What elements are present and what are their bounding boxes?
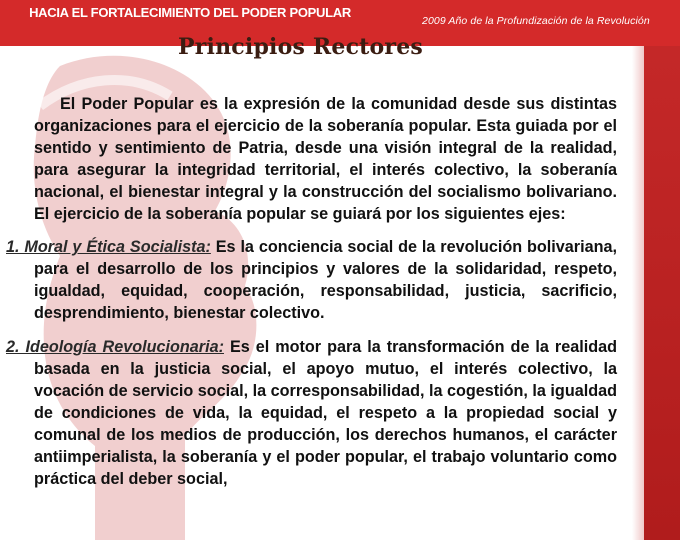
principle-text: Es el motor para la transformación de la realidad basada en la justicia social, el apoyo mutuo, el interés colectivo, la vocación de servicio social, la corresponsabilidad, la cogestión, la igualdad de condiciones de vida, la equidad, el respeto a la propiedad social y comunal de los medios de producción, los derechos humanos, el carácter antiimperialista, la soberanía y el poder popular, el trabajo voluntario como práctica del deber social, (34, 338, 617, 488)
year-motto: 2009 Año de la Profundización de la Revolución (422, 15, 650, 27)
document-body (6, 94, 617, 502)
page-title: Principios Rectores (178, 34, 423, 60)
intro-paragraph: El Poder Popular es la expresión de la comunidad desde sus distintas organizaciones para el ejercicio de la soberanía popular. Esta guiada por el sentido y sentimiento de Patria, desde una visión integral de la realidad, para asegurar la integridad territorial, el interés colectivo, la soberanía nacional, el bienestar integral y la construcción del socialismo bolivariano. El ejercicio de la soberanía popular se guiará por los siguientes ejes: (34, 95, 617, 223)
principle-heading: 1. Moral y Ética Socialista: (6, 238, 211, 257)
principle-heading: 2. Ideología Revolucionaria: (6, 338, 224, 357)
org-title: HACIA EL FORTALECIMIENTO DEL PODER POPULAR (29, 5, 351, 20)
principle-item-moral (6, 237, 617, 325)
principle-text: Es la conciencia social de la revolución bolivariana, para el desarrollo de los principios y valores de la solidaridad, respeto, igualdad, equidad, cooperación, responsabilidad, justicia, sacrificio, desprendimiento, bienestar colectivo. (34, 238, 617, 323)
side-stripe-highlight (632, 46, 644, 540)
principle-item-ideologia (6, 337, 617, 490)
side-stripe (644, 46, 680, 540)
